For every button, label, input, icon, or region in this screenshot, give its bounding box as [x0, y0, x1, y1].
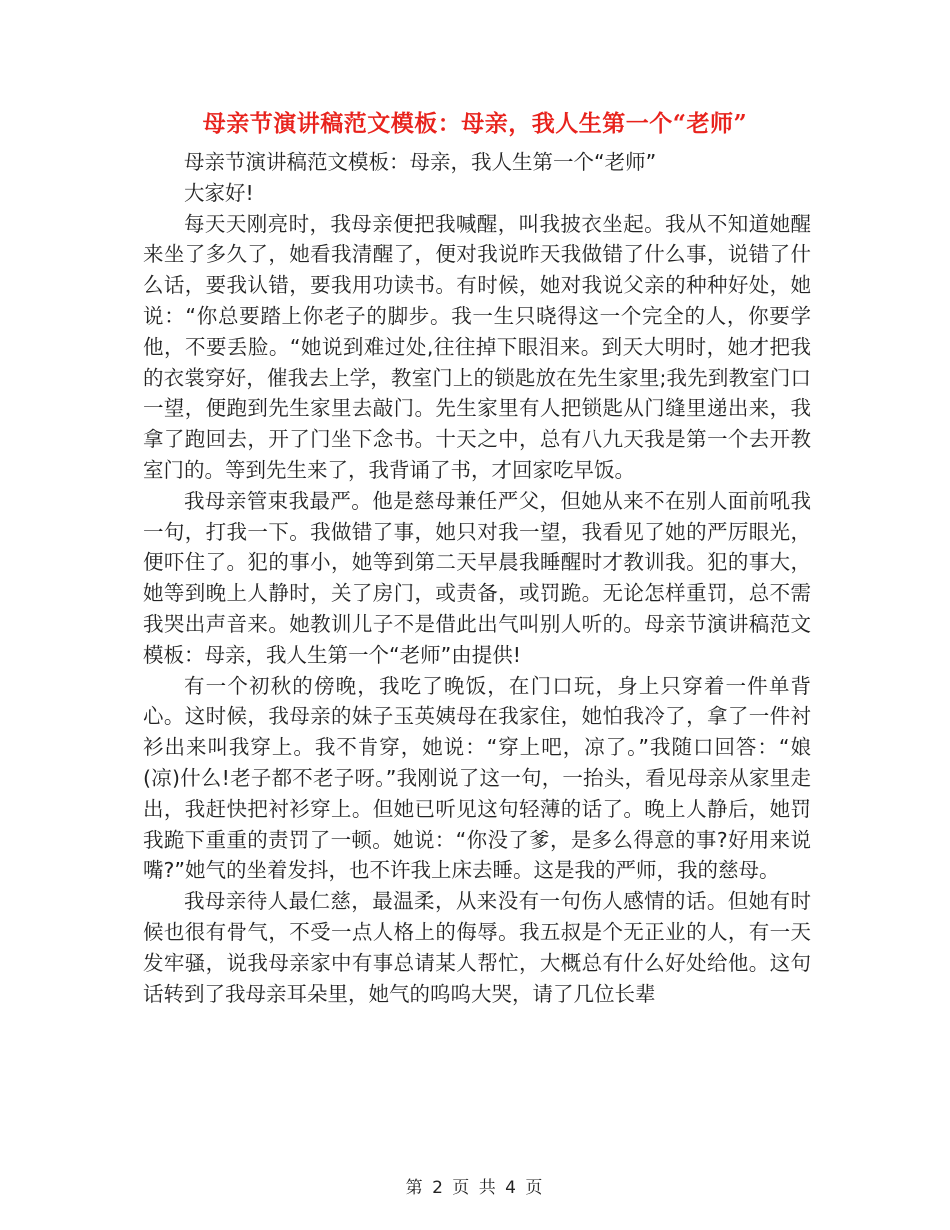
body-paragraph: 有一个初秋的傍晚，我吃了晚饭，在门口玩，身上只穿着一件单背心。这时候，我母亲的妹子玉英姨母在我家住，她怕我冷了，拿了一件衬衫出来叫我穿上。我不肯穿，她说：“穿上吧，凉了。”我随口回答：“娘(凉)什么!老子都不老子呀。”我刚说了这一句，一抬头，看见母亲从家里走出，我赶快把衬衫穿上。但她已听见这句轻薄的话了。晚上人静后，她罚我跪下重重的责罚了一顿。她说：“你没了爹，是多么得意的事?好用来说嘴?”她气的坐着发抖，也不许我上床去睡。这是我的严师，我的慈母。: [143, 673, 811, 883]
body-paragraph-subtitle: 母亲节演讲稿范文模板：母亲，我人生第一个“老师”: [184, 150, 657, 174]
document-title: 母亲节演讲稿范文模板：母亲，我人生第一个“老师”: [202, 110, 748, 137]
body-paragraph-greeting: 大家好!: [184, 180, 254, 205]
page-number-footer: 第 2 页 共 4 页: [405, 1178, 545, 1198]
body-paragraph: 我母亲管束我最严。他是慈母兼任严父，但她从来不在别人面前吼我一句，打我一下。我做错了事，她只对我一望，我看见了她的严厉眼光，便吓住了。犯的事小，她等到第二天早晨我睡醒时才教训我。犯的事大，她等到晚上人静时，关了房门，或责备，或罚跪。无论怎样重罚，总不需我哭出声音来。她教训儿子不是借此出气叫别人听的。母亲节演讲稿范文模板：母亲，我人生第一个“老师”由提供!: [143, 488, 811, 667]
document-body: [143, 147, 811, 1009]
body-paragraph: 我母亲待人最仁慈，最温柔，从来没有一句伤人感情的话。但她有时候也很有骨气，不受一点人格上的侮辱。我五叔是个无正业的人，有一天发牢骚，说我母亲家中有事总请某人帮忙，大概总有什么好处给他。这句话转到了我母亲耳朵里，她气的呜呜大哭，请了几位长辈: [143, 889, 811, 1006]
body-paragraph: 每天天刚亮时，我母亲便把我喊醒，叫我披衣坐起。我从不知道她醒来坐了多久了，她看我清醒了，便对我说昨天我做错了什么事，说错了什么话，要我认错，要我用功读书。有时候，她对我说父亲的种种好处，她说：“你总要踏上你老子的脚步。我一生只晓得这一个完全的人，你要学他，不要丢脸。“她说到难过处,往往掉下眼泪来。到天大明时，她才把我的衣裳穿好，催我去上学，教室门上的锁匙放在先生家里;我先到教室门口一望，便跑到先生家里去敲门。先生家里有人把锁匙从门缝里递出来，我拿了跑回去，开了门坐下念书。十天之中，总有八九天我是第一个去开教室门的。等到先生来了，我背诵了书，才回家吃早饭。: [143, 211, 811, 482]
